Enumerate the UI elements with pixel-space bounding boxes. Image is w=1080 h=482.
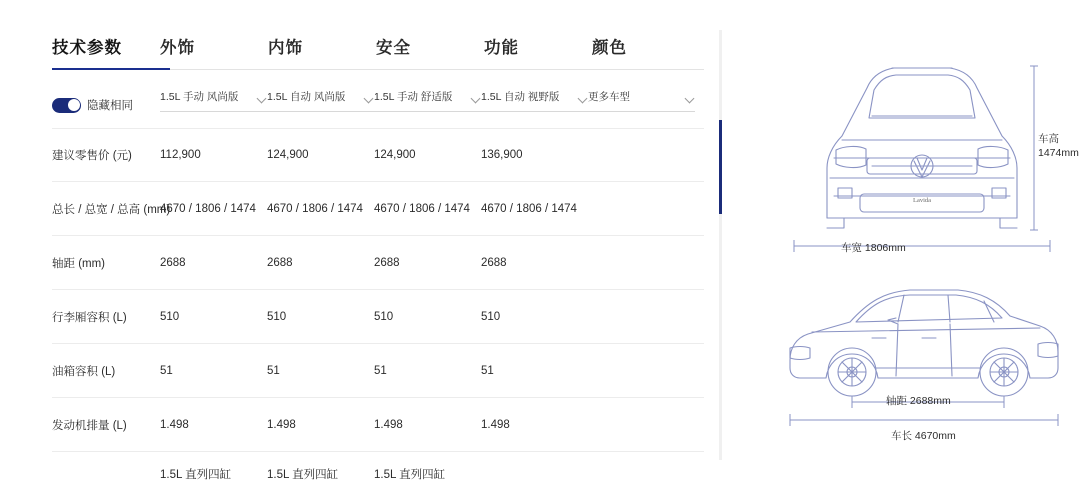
vehicle-dimension-diagrams [760, 0, 1080, 466]
tab-tech-specs[interactable]: 技术参数 [52, 39, 122, 57]
front-badge-text: Lavida [912, 197, 932, 204]
trim-select-2-value: 1.5L 自动 风尚版 [267, 91, 346, 103]
row-value: 2688 [267, 256, 293, 269]
row-value: 4670 / 1806 / 1474 [160, 202, 256, 215]
row-label: 建议零售价 (元) [52, 150, 132, 162]
row-value: 124,900 [374, 149, 416, 161]
table-row [52, 290, 704, 344]
trim-select-2[interactable] [267, 84, 374, 112]
tab-colors[interactable]: 颜色 [592, 39, 627, 57]
hide-identical-switch[interactable] [52, 98, 81, 113]
table-row [52, 128, 704, 182]
row-value: 1.498 [267, 418, 296, 431]
chevron-down-icon [686, 94, 695, 103]
tab-features[interactable]: 功能 [484, 39, 519, 57]
row-value: 112,900 [160, 149, 201, 161]
table-row-partial [52, 452, 704, 481]
row-value: 4670 / 1806 / 1474 [374, 202, 470, 215]
trim-select-3[interactable] [374, 84, 481, 112]
table-row [52, 236, 704, 290]
category-tabs [52, 34, 704, 70]
trim-select-1-value: 1.5L 手动 风尚版 [160, 91, 239, 103]
table-row [52, 182, 704, 236]
row-value: 124,900 [267, 149, 309, 161]
row-value: 4670 / 1806 / 1474 [481, 202, 577, 215]
row-label: 行李厢容积 (L) [52, 311, 127, 324]
row-value: 510 [481, 310, 501, 323]
front-view-diagram [772, 18, 1072, 268]
trim-selectors [160, 84, 695, 112]
row-label: 轴距 (mm) [52, 257, 106, 270]
row-value: 1.498 [481, 418, 510, 431]
front-height-label: 车高 [1038, 133, 1059, 145]
chevron-down-icon [579, 94, 588, 103]
trim-select-4[interactable] [481, 84, 588, 112]
switch-knob [68, 99, 80, 111]
chevron-down-icon [365, 94, 374, 103]
hide-identical-toggle-cell[interactable] [52, 97, 160, 113]
row-value: 2688 [481, 256, 507, 269]
row-value: 51 [267, 364, 280, 377]
scrollbar-thumb[interactable] [719, 120, 722, 214]
row-value: 1.498 [374, 418, 403, 431]
active-tab-indicator [52, 68, 170, 70]
row-value: 1.498 [160, 418, 189, 431]
row-value: 1.5L 直列四缸 [374, 469, 446, 481]
row-value: 510 [160, 310, 180, 323]
front-height-value: 1474mm [1038, 147, 1079, 159]
wheelbase-caption: 轴距 2688mm [886, 395, 951, 407]
trim-select-3-value: 1.5L 手动 舒适版 [374, 91, 453, 103]
tab-safety[interactable]: 安全 [376, 39, 411, 57]
chevron-down-icon [472, 94, 481, 103]
row-value: 510 [374, 310, 394, 323]
hide-identical-label: 隐藏相同 [87, 100, 133, 112]
row-value: 51 [160, 364, 173, 377]
row-value: 51 [374, 364, 387, 377]
row-value: 2688 [160, 256, 186, 269]
tab-interior[interactable]: 内饰 [268, 39, 303, 57]
row-value: 4670 / 1806 / 1474 [267, 202, 363, 215]
trim-select-more[interactable] [588, 84, 695, 112]
row-value: 2688 [374, 256, 400, 269]
row-value: 136,900 [481, 149, 523, 161]
trim-select-4-value: 1.5L 自动 视野版 [481, 91, 560, 103]
row-value: 51 [481, 364, 494, 377]
front-width-caption: 车宽 1806mm [841, 242, 906, 254]
row-value: 510 [267, 310, 287, 323]
table-row [52, 398, 704, 452]
length-caption: 车长 4670mm [891, 430, 956, 442]
row-label: 总长 / 总宽 / 总高 (mm) [52, 203, 171, 216]
table-row [52, 344, 704, 398]
front-height-caption [1038, 132, 1079, 160]
row-label: 油箱容积 (L) [52, 365, 116, 378]
tab-exterior[interactable]: 外饰 [160, 39, 195, 57]
spec-table [52, 128, 704, 481]
chevron-down-icon [258, 94, 267, 103]
scrollbar-track[interactable] [719, 30, 722, 460]
trim-select-1[interactable] [160, 84, 267, 112]
row-value: 1.5L 直列四缸 [267, 469, 339, 481]
trim-select-more-value: 更多车型 [588, 91, 630, 103]
row-label: 发动机排量 (L) [52, 419, 127, 432]
row-value: 1.5L 直列四缸 [160, 469, 232, 481]
